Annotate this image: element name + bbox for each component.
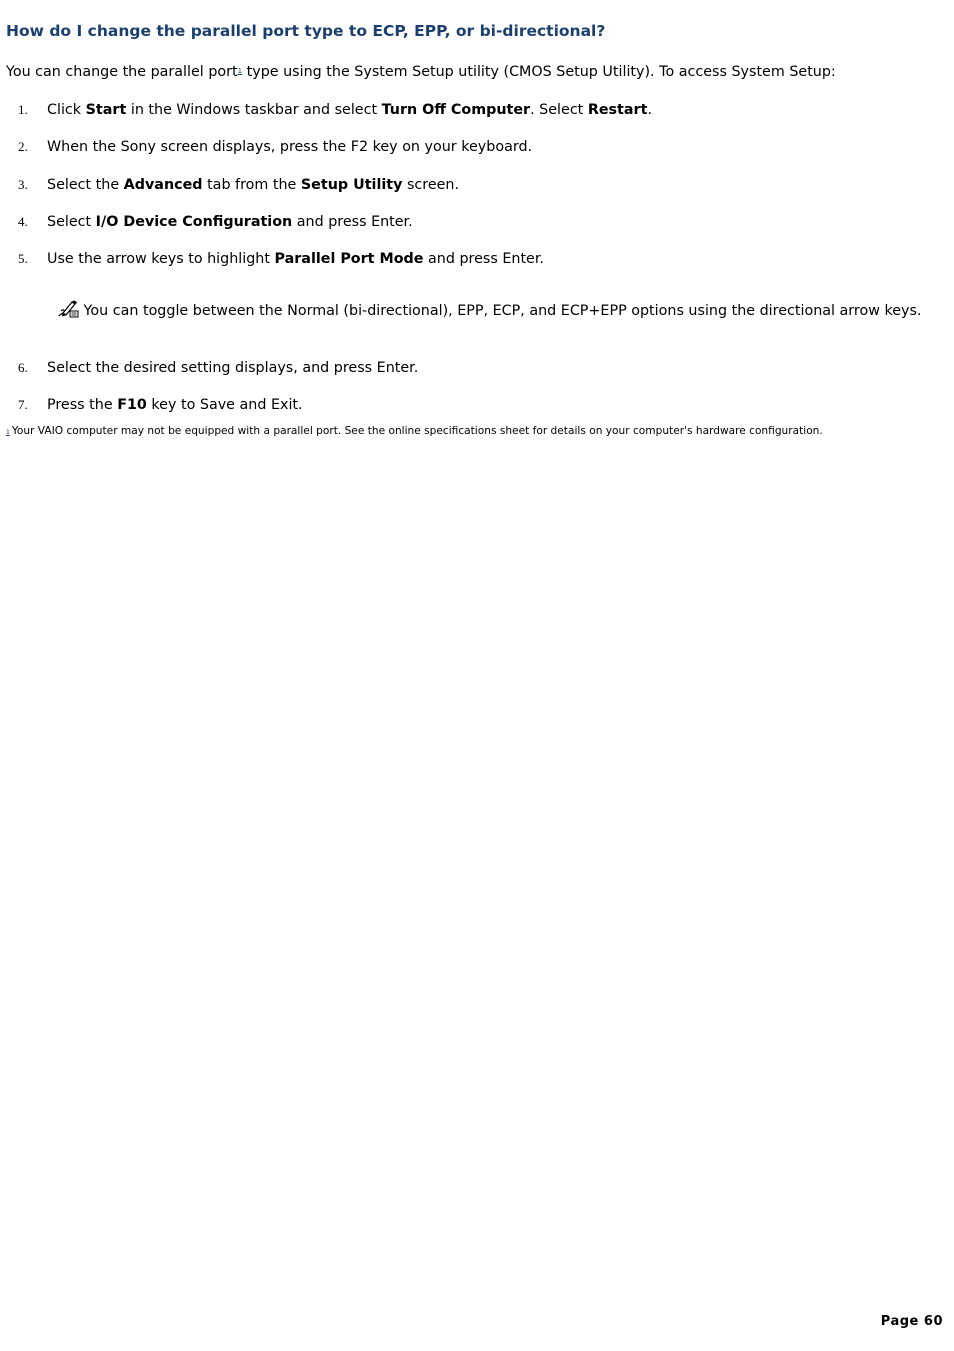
step-text-part: Click	[47, 102, 86, 118]
step-number: 1.	[18, 102, 28, 117]
page-title: How do I change the parallel port type to ECP, EPP, or bi-directional?	[6, 22, 606, 40]
step-bold-term: I/O Device Configuration	[95, 214, 293, 230]
step-number: 4.	[18, 214, 28, 229]
step-text-part: in the Windows taskbar and select	[126, 102, 382, 118]
footnote	[6, 425, 823, 437]
page-number: Page 60	[880, 1314, 943, 1329]
step-text-part: key to Save and Exit.	[146, 397, 303, 413]
step-number: 2.	[18, 139, 28, 154]
step-text-part: .	[647, 102, 652, 118]
footnote-reference-link[interactable]: 1	[237, 67, 243, 75]
step-text	[47, 102, 652, 118]
intro-paragraph	[6, 64, 836, 80]
intro-text-before: You can change the parallel port	[6, 64, 238, 80]
step-bold-term: Restart	[587, 102, 648, 118]
footnote-text: Your VAIO computer may not be equipped with a parallel port. See the online specifications sheet for details on your computer's hardware configuration.	[11, 425, 823, 437]
step-text	[47, 177, 459, 193]
intro-text-after: type using the System Setup utility (CMOS Setup Utility). To access System Setup:	[242, 64, 836, 80]
step-text: When the Sony screen displays, press the F2 key on your keyboard.	[47, 139, 533, 155]
footnote-marker-link[interactable]: 1	[6, 429, 10, 436]
step-text-part: Use the arrow keys to highlight	[47, 251, 275, 267]
step-text	[47, 214, 413, 230]
step-text-part: tab from the	[202, 177, 301, 193]
step-bold-term: Setup Utility	[300, 177, 403, 193]
step-bold-term: Advanced	[123, 177, 203, 193]
step-text-part: Select	[47, 214, 96, 230]
step-text-part: and press Enter.	[423, 251, 544, 267]
step-number: 6.	[18, 360, 28, 375]
step-bold-term: Parallel Port Mode	[274, 251, 424, 267]
step-number: 5.	[18, 251, 28, 266]
step-text-part: and press Enter.	[292, 214, 413, 230]
step-text-part: screen.	[402, 177, 460, 193]
note-box	[47, 300, 937, 320]
step-text	[47, 251, 544, 267]
step-bold-term: F10	[117, 397, 147, 413]
note-pen-icon	[57, 300, 79, 318]
step-number: 7.	[18, 397, 28, 412]
step-text-part: . Select	[530, 102, 588, 118]
step-text: Select the desired setting displays, and press Enter.	[47, 360, 419, 376]
step-bold-term: Start	[85, 102, 127, 118]
step-bold-term: Turn Off Computer	[381, 102, 531, 118]
step-text-part: Press the	[47, 397, 118, 413]
step-text-part: Select the	[47, 177, 124, 193]
step-number: 3.	[18, 177, 28, 192]
step-text	[47, 397, 303, 413]
note-text: You can toggle between the Normal (bi-directional), EPP, ECP, and ECP+EPP options using the directional arrow keys.	[79, 303, 922, 319]
